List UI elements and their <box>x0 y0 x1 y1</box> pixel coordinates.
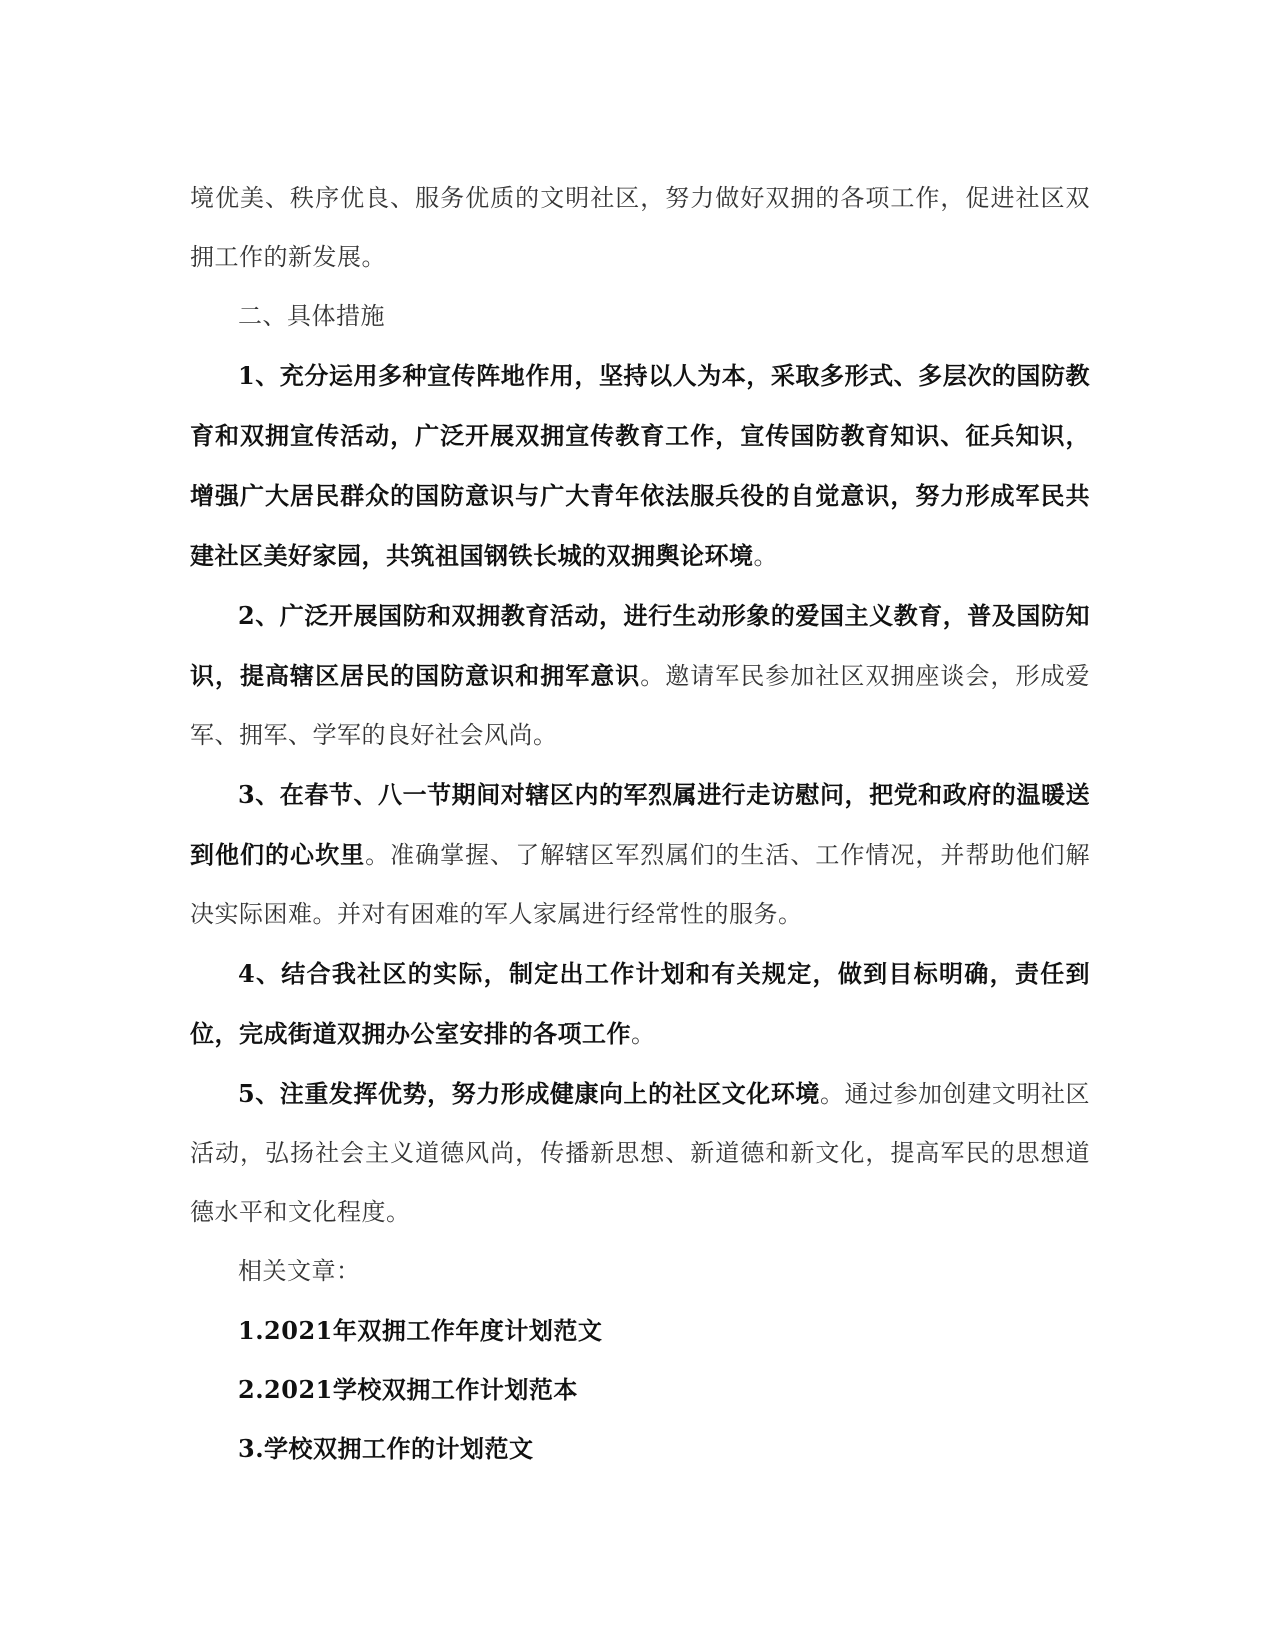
measure-5-bold-text: 5、注重发挥优势，努力形成健康向上的社区文化环境 <box>238 1079 820 1108</box>
measure-paragraph-4 <box>190 944 1090 1064</box>
measure-paragraph-2 <box>190 586 1090 765</box>
measure-5-normal-text: 。通过参加创建文明社区活动，弘扬社会主义道德风尚，传播新思想、新道德和新文化，提高军民的思想道德水平和文化程度。 <box>190 1080 1090 1226</box>
measure-2-normal-text: 。邀请军民参加社区双拥座谈会，形成爱军、拥军、学军的良好社会风尚。 <box>190 662 1091 749</box>
related-article-link-3[interactable]: 3.学校双拥工作的计划范文 <box>238 1434 534 1463</box>
measure-4-bold-text: 4、结合我社区的实际，制定出工作计划和有关规定，做到目标明确，责任到位，完成街道双拥办公室安排的各项工作 <box>190 959 1090 1048</box>
measure-4-normal-text: 。 <box>631 1020 656 1048</box>
paragraph-continuation: 境优美、秩序优良、服务优质的文明社区，努力做好双拥的各项工作，促进社区双拥工作的新发展。 <box>190 184 1090 271</box>
measure-3-bold-text: 3、在春节、八一节期间对辖区内的军烈属进行走访慰问，把党和政府的温暖送到他们的心坎里 <box>190 780 1090 869</box>
measure-paragraph-1 <box>190 346 1090 586</box>
related-articles-heading: 相关文章： <box>238 1257 361 1285</box>
related-article-link-2[interactable]: 2.2021学校双拥工作计划范本 <box>238 1375 578 1404</box>
measure-1-normal-text: 。 <box>753 542 778 570</box>
measure-1-bold-text: 1、充分运用多种宣传阵地作用，坚持以人为本，采取多形式、多层次的国防教育和双拥宣传活动，广泛开展双拥宣传教育工作，宣传国防教育知识、征兵知识，增强广大居民群众的国防意识与广大青年依法服兵役的自觉意识，努力形成军民共建社区美好家园，共筑祖国钢铁长城的双拥舆论环境 <box>190 361 1090 570</box>
measure-3-normal-text: 。准确掌握、了解辖区军烈属们的生活、工作情况，并帮助他们解决实际困难。并对有困难的军人家属进行经常性的服务。 <box>190 841 1091 928</box>
related-article-link-1[interactable]: 1.2021年双拥工作年度计划范文 <box>238 1316 603 1345</box>
measure-paragraph-5 <box>190 1064 1090 1242</box>
measure-paragraph-3 <box>190 765 1090 944</box>
measure-2-bold-text: 2、广泛开展国防和双拥教育活动，进行生动形象的爱国主义教育，普及国防知识，提高辖区居民的国防意识和拥军意识 <box>190 601 1090 690</box>
document-body <box>190 169 1090 1478</box>
section-heading-measures: 二、具体措施 <box>238 302 385 330</box>
